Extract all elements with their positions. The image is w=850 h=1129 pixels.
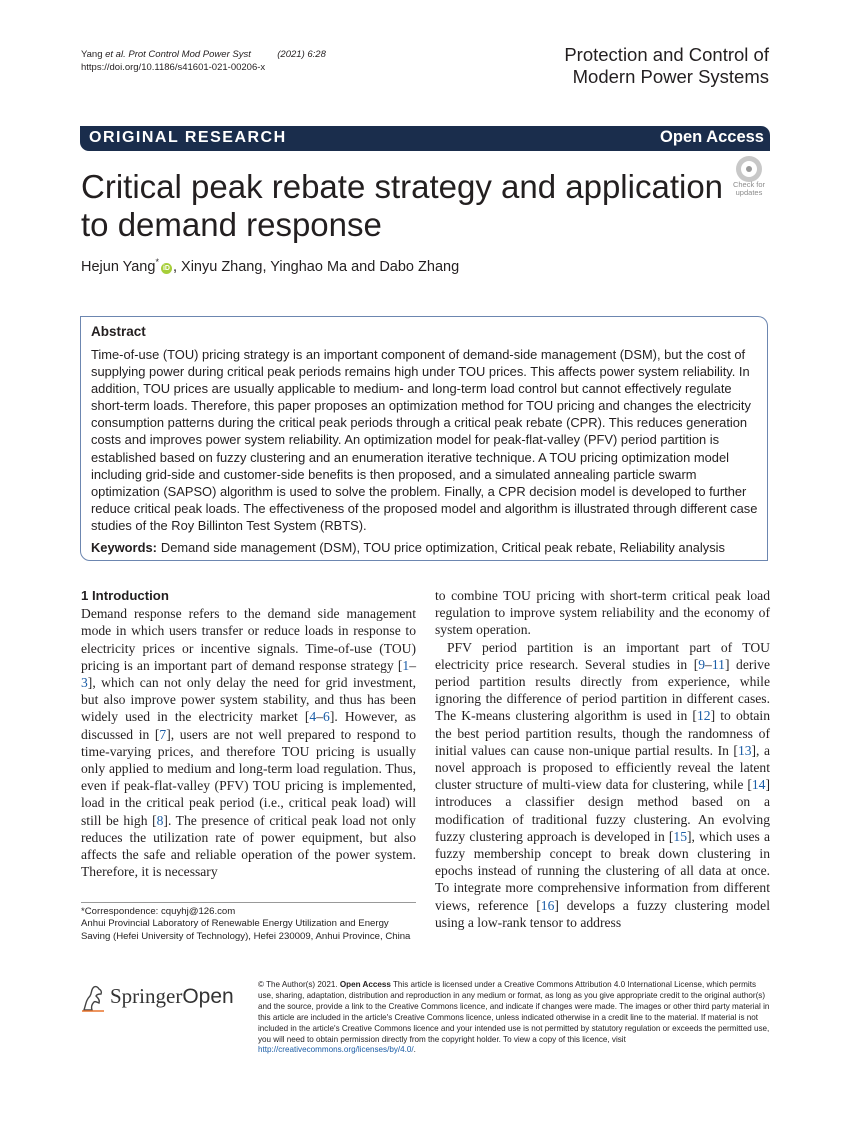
citation-link[interactable]: 3 <box>81 675 88 691</box>
abstract-box <box>80 316 768 561</box>
corresponding-mark: * <box>155 257 159 267</box>
license-text: This article is licensed under a Creative Commons Attribution 4.0 International License, which permits use, sharing, adaptation, distribution and reproduction in any medium or format, as long as you give appropriate credit to the original author(s) and the source, provide a link to the Creative Commons licence, and indicate if changes were made. The images or other third party material in this article are included in the article's Creative Commons licence, unless indicated otherwise in a credit line to the material. If material is not included in the article's Creative Commons licence and your intended use is not permitted by statutory regulation or exceeds the permitted use, you will need to obtain permission directly from the copyright holder. To view a copy of this licence, visit <box>258 980 770 1044</box>
correspondence: *Correspondence: cquyhj@126.com <box>81 906 236 917</box>
publisher-open: Open <box>182 985 234 1008</box>
citation-link[interactable]: 7 <box>159 726 167 742</box>
paragraph-3 <box>435 639 770 931</box>
body-column-right <box>435 587 770 931</box>
citation-link[interactable]: 4 <box>309 709 317 725</box>
text: Demand response refers to the demand side management mode in which users transfer or reduce loads in response to electricity prices or incentive signals. Time-of-use (TOU) pricing is an important part of demand response strategy [ <box>81 606 416 673</box>
citation-link[interactable]: 8 <box>156 812 164 828</box>
text: ]. The presence of critical peak load not only reduces the utilization rate of power equipment, but also affects the safe and reliable operation of the power system. Therefore, it is necessary <box>81 812 416 880</box>
paragraph-1 <box>81 605 416 880</box>
keywords-list: Demand side management (DSM), TOU price optimization, Critical peak rebate, Reliability analysis <box>160 540 725 555</box>
publisher-name: Springer <box>110 984 183 1008</box>
article-type-label: ORIGINAL RESEARCH <box>89 129 287 146</box>
text: ] derive period partition results directly from experience, while ignoring the difference of period partition in different cases. The K-means clustering algorithm is used in [ <box>435 656 771 724</box>
check-updates-line1: Check for <box>732 180 766 189</box>
journal-name-line2: Modern Power Systems <box>572 66 769 87</box>
citation-link[interactable]: 13 <box>737 742 752 758</box>
author-list <box>81 257 459 275</box>
text: ] develops a fuzzy clustering model using a low-rank tensor to address <box>435 897 770 930</box>
springer-open-logo <box>80 982 250 1018</box>
orcid-icon[interactable]: iD <box>162 264 170 272</box>
doi-link[interactable]: https://doi.org/10.1186/s41601-021-00206-x <box>81 62 266 73</box>
citation-link[interactable]: 16 <box>540 897 555 913</box>
citation-year: (2021) 6:28 <box>277 49 326 60</box>
license-open-access: Open Access <box>339 980 391 989</box>
text: – <box>409 657 416 673</box>
text: – <box>316 709 324 725</box>
citation-journal: et al. Prot Control Mod Power Syst <box>105 49 251 60</box>
license-link[interactable]: http://creativecommons.org/licenses/by/4.0/ <box>258 1045 414 1055</box>
abstract-heading: Abstract <box>91 324 146 339</box>
author-first[interactable]: Hejun Yang <box>81 258 156 275</box>
check-for-updates-badge[interactable] <box>728 156 772 200</box>
license-end: . <box>413 1045 416 1055</box>
affiliation: Anhui Provincial Laboratory of Renewable Energy Utilization and Energy Saving (Hefei University of Technology), Hefei 230009, Anhui Province, China <box>81 918 411 942</box>
text: ], a novel approach is proposed to efficiently reveal the latent cluster structure of multi-view data for clustering, while [ <box>435 742 770 793</box>
check-updates-line2: updates <box>735 187 763 197</box>
body-column-left <box>81 587 416 880</box>
text: ]. However, as discussed in [ <box>81 709 416 742</box>
springer-horse-icon <box>80 984 106 1012</box>
open-access-label: Open Access <box>660 128 764 146</box>
keywords <box>91 540 759 555</box>
footnote <box>81 906 416 943</box>
license-statement <box>258 980 770 1056</box>
citation-link[interactable]: 11 <box>711 656 725 672</box>
running-header-citation <box>81 48 326 74</box>
journal-name-line1: Protection and Control of <box>564 44 769 65</box>
text: ], users are not well prepared to respond to time-varying prices, and therefore TOU pricing is usually only applied to medium and long-term load regulation. Thus, even if peak-flat-valley (PFV) TOU pricing is implemented, load in the critical peak period (i.e., critical peak load) will still be high [ <box>81 726 416 828</box>
section-heading-introduction: 1 Introduction <box>81 588 169 603</box>
text: ] introduces a classifier design method based on a modification of traditional fuzzy clustering. An evolving fuzzy clustering approach is developed in [ <box>435 777 770 844</box>
citation-link[interactable]: 14 <box>751 777 766 793</box>
text: ], which uses a fuzzy membership concept to break down clustering in epochs instead of running the clustering of all data at once. To integrate more comprehensive information from different views, reference [ <box>435 828 770 913</box>
footnote-divider <box>81 902 416 903</box>
text: ] to obtain the best period partition results, though the randomness of initial values can cause non-unique partial results. In [ <box>435 708 770 758</box>
abstract-text: Time-of-use (TOU) pricing strategy is an important component of demand-side management (DSM), but the cost of supplying power during critical peak periods remains high under TOU prices. This affects power system reliability. In addition, TOU prices are usually applicable to medium- and long-term load control but cannot effectively regulate short-term loads. Therefore, this paper proposes an optimization method for TOU pricing and changes the electricity consumption patterns during the critical peak periods through a critical peak rebate (CPR). This reduces generation costs and improves power system reliability. An optimization model for peak-flat-valley (PFV) period partition is established based on fuzzy clustering and an enumeration iterative technique. A TOU pricing optimization model including grid-side and customer-side benefits is then proposed, and a simulated annealing particle swarm optimization (SAPSO) algorithm is used to solve the problem. Finally, a CPR decision model is developed to further reduce critical peak loads. The effectiveness of the proposed model and algorithm is illustrated through different case studies of the Roy Billinton Test System (RBTS). <box>91 347 758 533</box>
paragraph-2: to combine TOU pricing with short-term critical peak load regulation to improve system reliability and the economy of system operation. <box>435 588 770 638</box>
citation-link[interactable]: 9 <box>698 656 706 672</box>
author-rest: , Xinyu Zhang, Yinghao Ma and Dabo Zhang <box>172 258 460 275</box>
article-type-banner <box>80 126 770 151</box>
springer-open-wordmark <box>110 984 234 1009</box>
citation-link[interactable]: 12 <box>696 708 711 724</box>
check-updates-icon <box>736 156 762 182</box>
text: PFV period partition is an important part of TOU electricity price research. Several studies in [ <box>435 639 770 672</box>
text: ], which can not only delay the need for grid investment, but also improve power system stability, and thus has been widely used in the electricity market [ <box>81 675 416 725</box>
license-copyright: © The Author(s) 2021. <box>258 980 340 989</box>
citation-link[interactable]: 6 <box>323 709 330 725</box>
citation-link[interactable]: 1 <box>402 657 410 673</box>
text: – <box>705 656 712 672</box>
journal-name <box>564 44 769 88</box>
citation-link[interactable]: 15 <box>673 828 688 844</box>
keywords-label: Keywords: <box>91 540 157 555</box>
citation-author: Yang <box>81 49 106 60</box>
article-title: Critical peak rebate strategy and application to demand response <box>81 168 724 243</box>
